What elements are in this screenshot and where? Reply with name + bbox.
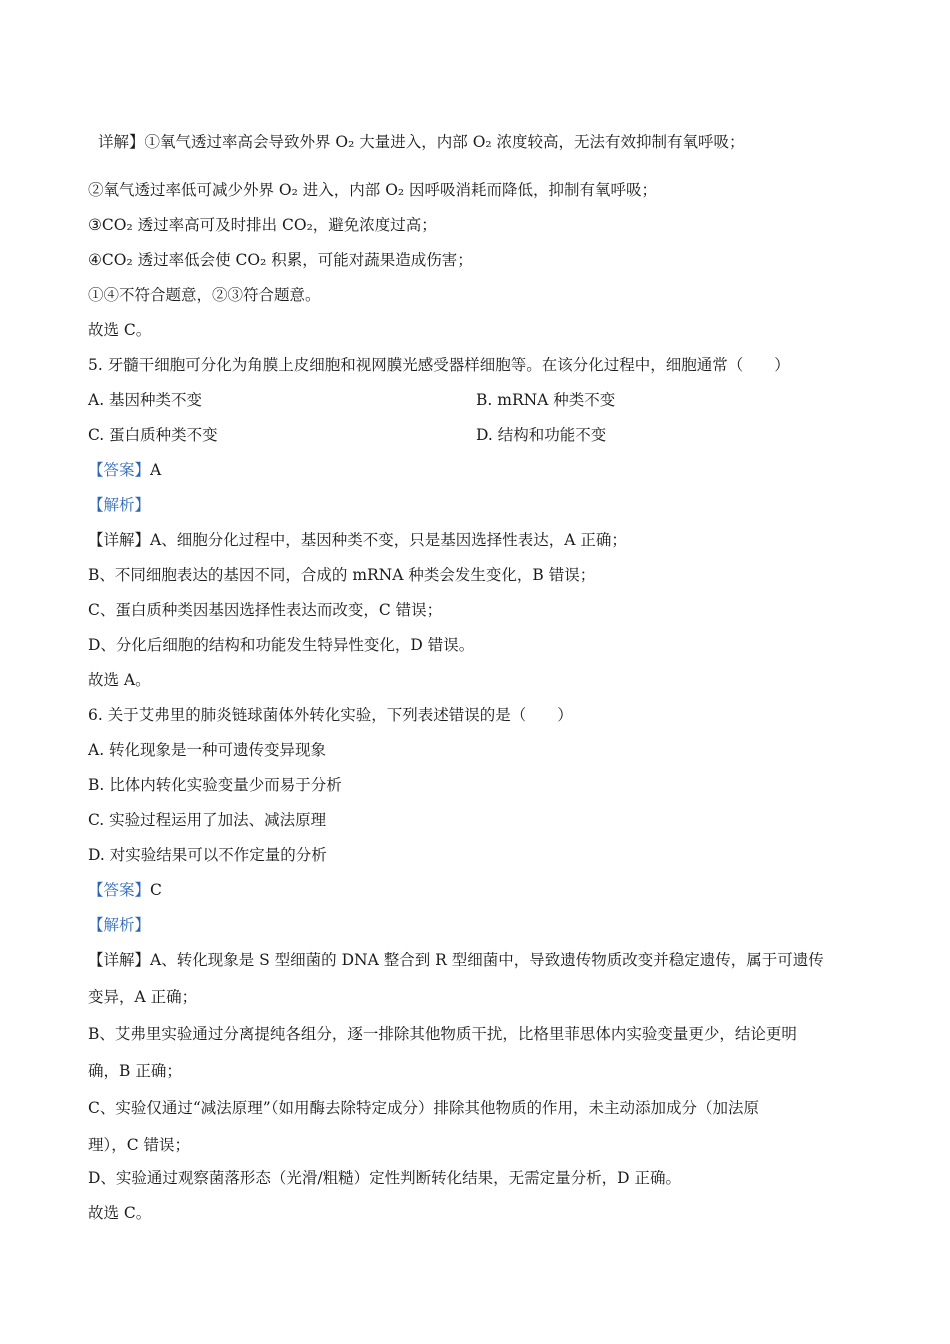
q5-stem: 5. 牙髓干细胞可分化为角膜上皮细胞和视网膜光感受器样细胞等。在该分化过程中，细胞通常（ ）: [88, 356, 790, 374]
q4-conclusion: 故选 C。: [88, 321, 152, 339]
q5-option-c: C. 蛋白质种类不变: [88, 426, 218, 444]
q4-explanation-line-1: 详解】①氧气透过率高会导致外界 O₂ 大量进入，内部 O₂ 浓度较高，无法有效抑制有氧呼吸；: [98, 133, 745, 151]
q6-detail-3b: 理），C 错误；: [88, 1136, 191, 1154]
q6-detail-4: D、实验通过观察菌落形态（光滑/粗糙）定性判断转化结果，无需定量分析，D 正确。: [88, 1169, 682, 1187]
q6-answer: [88, 880, 162, 900]
q6-detail-tag: 【详解】: [88, 951, 151, 969]
q5-conclusion: 故选 A。: [88, 671, 151, 689]
q6-option-c: C. 实验过程运用了加法、减法原理: [88, 811, 327, 829]
q6-answer-value: C: [150, 881, 162, 899]
q6-detail-2b: 确，B 正确；: [88, 1062, 182, 1080]
q6-detail-1a: [88, 950, 824, 970]
q5-option-a: A. 基因种类不变: [88, 391, 203, 409]
q6-detail-1a-text: A、转化现象是 S 型细菌的 DNA 整合到 R 型细菌中，导致遗传物质改变并稳定遗传，属于可遗传: [150, 951, 824, 969]
q6-conclusion: 故选 C。: [88, 1204, 152, 1222]
q4-explanation-line-5: ①④不符合题意，②③符合题意。: [88, 286, 321, 304]
q6-detail-1b: 变异，A 正确；: [88, 988, 198, 1006]
q6-detail-3a: C、实验仅通过“减法原理”（如用酶去除特定成分）排除其他物质的作用，未主动添加成分（加法原: [88, 1099, 759, 1117]
q4-explanation-line-3: ③CO₂ 透过率高可及时排出 CO₂，避免浓度过高；: [88, 216, 437, 234]
q5-answer-value: A: [150, 461, 162, 479]
q6-answer-tag: 【答案】: [88, 881, 151, 899]
q5-detail-1-text: A、细胞分化过程中，基因种类不变，只是基因选择性表达，A 正确；: [150, 531, 627, 549]
q4-explanation-line-4: ④CO₂ 透过率低会使 CO₂ 积累，可能对蔬果造成伤害；: [88, 251, 473, 269]
q6-analysis-tag: 【解析】: [88, 916, 151, 934]
q6-stem: 6. 关于艾弗里的肺炎链球菌体外转化实验，下列表述错误的是（ ）: [88, 706, 573, 724]
q5-detail-4: D、分化后细胞的结构和功能发生特异性变化，D 错误。: [88, 636, 475, 654]
q4-explanation-line-2: ②氧气透过率低可减少外界 O₂ 进入，内部 O₂ 因呼吸消耗而降低，抑制有氧呼吸；: [88, 181, 658, 199]
q5-option-d: D. 结构和功能不变: [476, 426, 607, 444]
q5-detail-2: B、不同细胞表达的基因不同，合成的 mRNA 种类会发生变化，B 错误；: [88, 566, 596, 584]
q6-option-d: D. 对实验结果可以不作定量的分析: [88, 846, 327, 864]
q5-answer: [88, 460, 161, 480]
q5-option-b: B. mRNA 种类不变: [476, 391, 616, 409]
q6-detail-2a: B、艾弗里实验通过分离提纯各组分，逐一排除其他物质干扰，比格里菲思体内实验变量更少，结论更明: [88, 1025, 797, 1043]
q5-detail-1: [88, 530, 627, 550]
q5-detail-tag: 【详解】: [88, 531, 151, 549]
q6-option-a: A. 转化现象是一种可遗传变异现象: [88, 741, 327, 759]
q6-option-b: B. 比体内转化实验变量少而易于分析: [88, 776, 342, 794]
q5-answer-tag: 【答案】: [88, 461, 151, 479]
q5-analysis-tag: 【解析】: [88, 496, 151, 514]
q5-detail-3: C、蛋白质种类因基因选择性表达而改变，C 错误；: [88, 601, 443, 619]
